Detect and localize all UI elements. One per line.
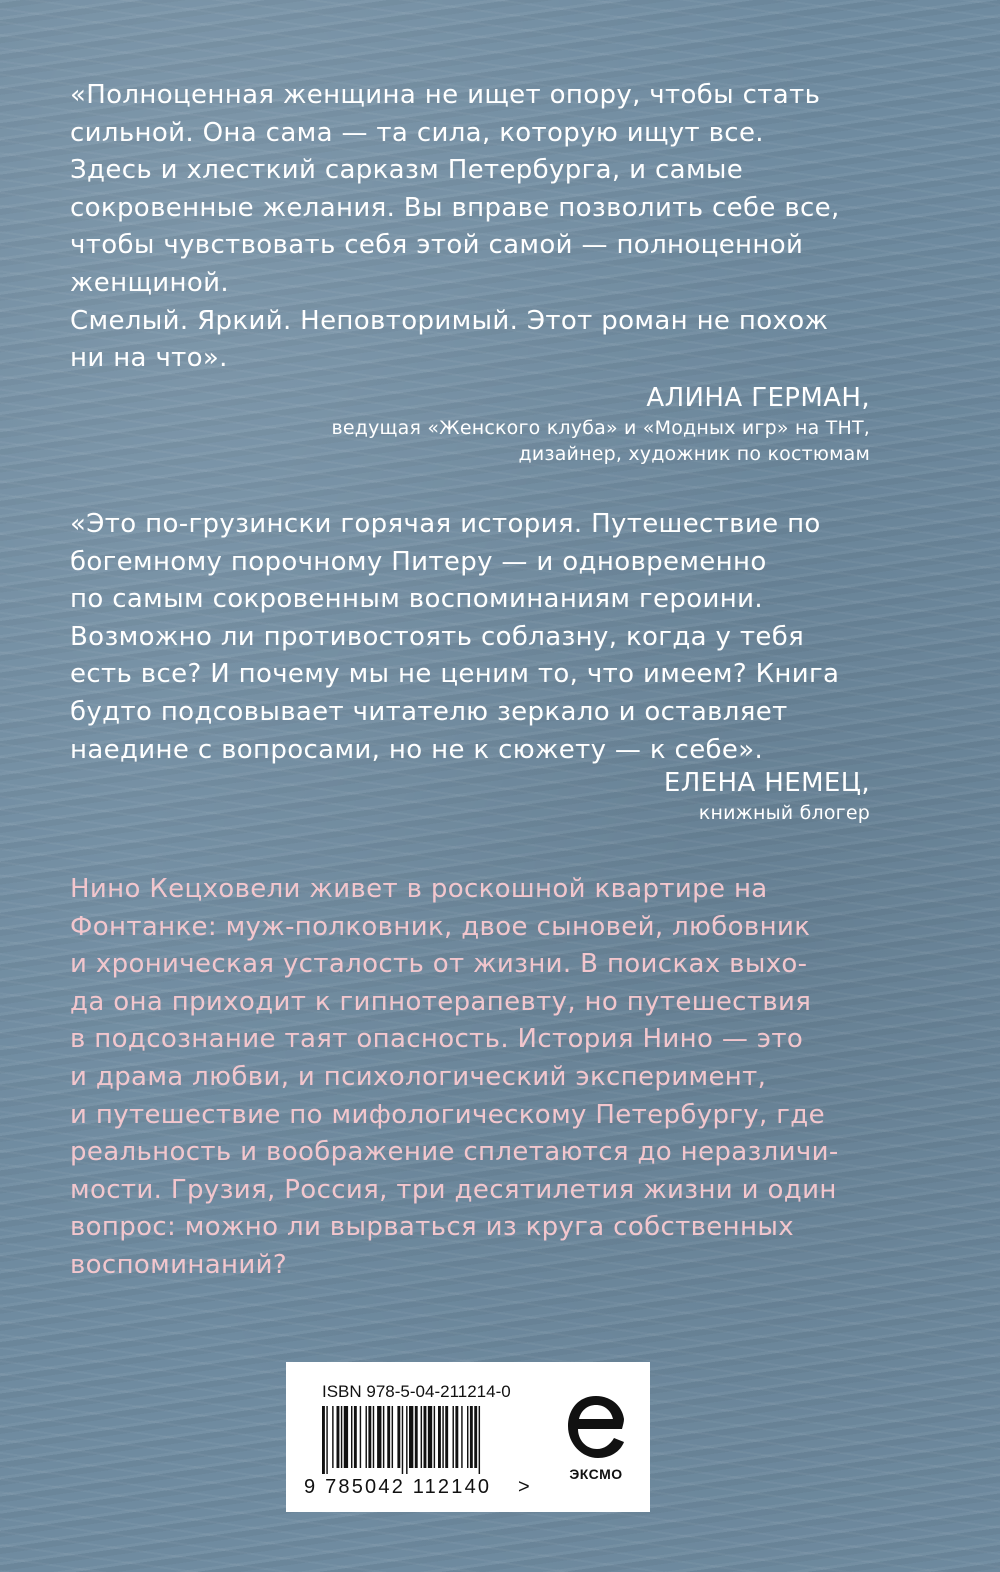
- description-line: Нино Кецховели живет в роскошной квартире на: [70, 874, 768, 904]
- barcode-bar: [479, 1406, 480, 1474]
- barcode: [322, 1406, 518, 1474]
- barcode-bar: [366, 1406, 367, 1468]
- quote-attribution: [70, 382, 870, 467]
- author-role: книжный блогер: [698, 802, 870, 825]
- author-name: АЛИНА ГЕРМАН,: [646, 382, 870, 413]
- barcode-bar: [337, 1406, 340, 1468]
- quote-line: чтобы чувствовать себя этой самой — полноценной: [70, 230, 804, 261]
- description-line: и драма любви, и психологический эксперимент,: [70, 1061, 767, 1092]
- quote-line: Смелый. Яркий. Неповторимый. Этот роман не похож: [70, 305, 829, 336]
- barcode-bar: [467, 1406, 468, 1468]
- barcode-bar: [434, 1406, 435, 1468]
- author-name: ЕЛЕНА НЕМЕЦ,: [663, 768, 870, 799]
- description-line: и путешествие по мифологическому Петербургу, где: [70, 1099, 825, 1130]
- barcode-bar: [474, 1406, 477, 1468]
- barcode-bar: [332, 1406, 333, 1468]
- quote-line: ни на что».: [70, 343, 228, 374]
- description-line: вопрос: можно ли вырваться из круга собственных: [70, 1212, 794, 1243]
- barcode-bar: [368, 1406, 371, 1468]
- barcode-bar: [421, 1406, 422, 1468]
- book-description: [70, 871, 870, 1285]
- description-line: реальность и воображение сплетаются до неразличи-: [70, 1137, 839, 1168]
- barcode-bar: [461, 1406, 462, 1468]
- barcode-bar: [397, 1406, 400, 1468]
- quote-line: Здесь и хлесткий сарказм Петербурга, и самые: [70, 155, 744, 186]
- barcode-bar: [344, 1406, 348, 1468]
- quote-line: «Это по-грузински горячая история. Путешествие по: [70, 509, 821, 539]
- eksmo-logo-icon: [564, 1392, 628, 1464]
- barcode-bar: [360, 1406, 361, 1468]
- description-line: Фонтанке: муж-полковник, двое сыновей, любовник: [70, 911, 811, 942]
- description-line: мости. Грузия, Россия, три десятилетия жизни и один: [70, 1174, 837, 1205]
- barcode-bar: [387, 1406, 390, 1468]
- quote-text: [70, 77, 870, 378]
- barcode-bar: [406, 1406, 407, 1474]
- description-line: да она приходит к гипнотерапевту, но путешествия: [70, 986, 812, 1017]
- quote-line: женщиной.: [70, 267, 230, 298]
- barcode-bar: [351, 1406, 352, 1468]
- barcode-bar: [415, 1406, 418, 1468]
- barcode-bar: [322, 1406, 325, 1474]
- quote-line: богемному порочному Питеру — и одновременно: [70, 546, 767, 577]
- quote-line: есть все? И почему мы не ценим то, что имеем? Книга: [70, 659, 840, 690]
- barcode-bar: [373, 1406, 374, 1468]
- quote-line: наедине с вопросами, но не к сюжету — к себе».: [70, 734, 764, 765]
- quote-attribution: [70, 767, 870, 826]
- barcode-bar: [453, 1406, 454, 1468]
- barcode-bar: [438, 1406, 441, 1468]
- barcode-bar: [402, 1406, 403, 1474]
- quote-block-german: [70, 77, 870, 467]
- quote-text: [70, 506, 870, 769]
- quote-line: сокровенные желания. Вы вправе позволить себе все,: [70, 192, 840, 223]
- publisher-name: ЭКСМО: [569, 1466, 623, 1482]
- author-role: дизайнер, художник по костюмам: [518, 442, 870, 465]
- barcode-bar: [354, 1406, 357, 1468]
- isbn-barcode-panel: [286, 1362, 650, 1512]
- quote-line: Возможно ли противостоять соблазну, когда у тебя: [70, 621, 805, 652]
- description-line: воспоминаний?: [70, 1249, 288, 1280]
- barcode-bar: [341, 1406, 342, 1468]
- isbn-digits: 9 785042 112140: [304, 1476, 492, 1498]
- barcode-bar: [442, 1406, 443, 1468]
- quote-line: по самым сокровенным воспоминаниям героини.: [70, 584, 763, 615]
- barcode-bar: [377, 1406, 381, 1468]
- barcode-bar: [455, 1406, 458, 1468]
- isbn-arrow: >: [518, 1476, 530, 1498]
- quote-line: «Полноценная женщина не ищет опору, чтобы стать: [70, 80, 821, 110]
- barcode-bar: [424, 1406, 427, 1468]
- author-role: ведущая «Женского клуба» и «Модных игр» на ТНТ,: [331, 416, 870, 439]
- quote-line: будто подсовывает читателю зеркало и оставляет: [70, 696, 788, 727]
- barcode-bar: [326, 1406, 327, 1474]
- isbn-label: ISBN 978-5-04-211214-0: [322, 1382, 511, 1401]
- barcode-bar: [409, 1406, 413, 1468]
- barcode-bar: [428, 1406, 432, 1468]
- barcode-bar: [392, 1406, 393, 1468]
- barcode-bar: [445, 1406, 448, 1468]
- quote-block-nemets: [70, 506, 870, 826]
- description-text: [70, 871, 870, 1285]
- description-line: в подсознание таят опасность. История Нино — это: [70, 1024, 804, 1055]
- quote-line: сильной. Она сама — та сила, которую ищут все.: [70, 117, 764, 148]
- barcode-bar: [383, 1406, 384, 1468]
- description-line: и хроническая усталость от жизни. В поисках выхо-: [70, 949, 808, 980]
- barcode-bar: [470, 1406, 473, 1468]
